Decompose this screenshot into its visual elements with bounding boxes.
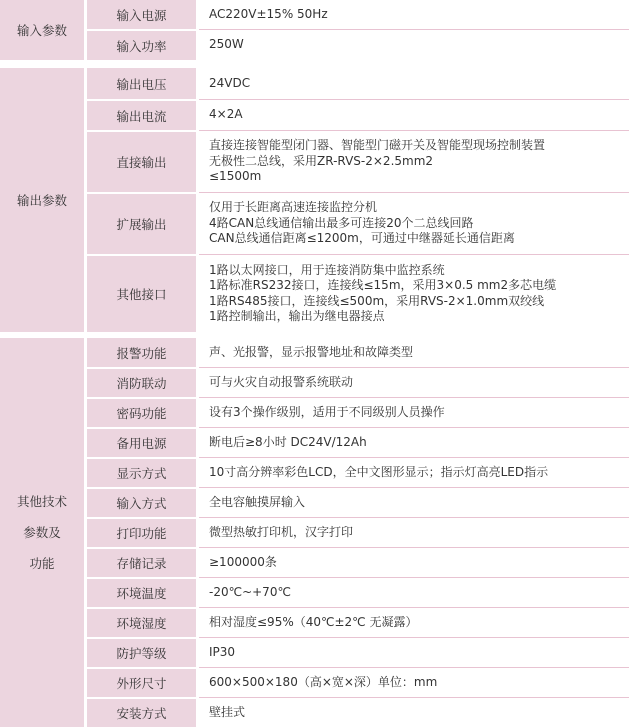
spec-label: 输出电压 — [87, 68, 196, 99]
spec-value-line: ≥100000条 — [209, 554, 277, 569]
spec-value-line: 声、光报警，显示报警地址和故障类型 — [209, 344, 414, 359]
spec-value — [199, 254, 629, 332]
spec-value — [199, 517, 629, 547]
spec-value — [199, 607, 629, 637]
spec-value — [199, 0, 629, 29]
spec-value-line: 1路标准RS232接口，连接线≤15m，采用3×0.5 mm2多芯电缆 — [209, 278, 557, 292]
spec-value — [199, 697, 629, 727]
spec-label: 密码功能 — [87, 397, 196, 427]
spec-value-line: 250W — [209, 37, 244, 52]
spec-label: 存储记录 — [87, 547, 196, 577]
spec-value-line: 4×2A — [209, 107, 243, 122]
category-cell: 其他技术 参数及 功能 — [0, 338, 84, 727]
spec-value-line: 10寸高分辨率彩色LCD，全中文图形显示；指示灯高亮LED指示 — [209, 464, 549, 479]
spec-value-line: 24VDC — [209, 75, 251, 90]
spec-label: 输入电源 — [87, 0, 196, 29]
spec-label: 打印功能 — [87, 517, 196, 547]
spec-label: 备用电源 — [87, 427, 196, 457]
spec-value — [199, 487, 629, 517]
spec-value — [199, 577, 629, 607]
spec-value-line: 1路以太网接口，用于连接消防集中监控系统 — [209, 262, 445, 277]
spec-label: 环境湿度 — [87, 607, 196, 637]
spec-value — [199, 68, 629, 99]
spec-value-line: 微型热敏打印机，汉字打印 — [209, 524, 354, 539]
spec-value — [199, 667, 629, 697]
spec-value-line: 设有3个操作级别，适用于不同级别人员操作 — [209, 404, 445, 419]
spec-value — [199, 547, 629, 577]
spec-value-line: 可与火灾自动报警系统联动 — [209, 374, 354, 389]
spec-value-line: 600×500×180（高×宽×深）单位：mm — [209, 674, 438, 689]
spec-value-line: 相对湿度≤95%（40℃±2℃ 无凝露） — [209, 614, 418, 629]
spec-label: 输出电流 — [87, 99, 196, 130]
category-cell: 输出参数 — [0, 68, 84, 332]
spec-value — [199, 397, 629, 427]
spec-value-line: 1路控制输出，输出为继电器接点 — [209, 309, 385, 323]
spec-label: 扩展输出 — [87, 192, 196, 254]
spec-value — [199, 130, 629, 192]
spec-value — [199, 427, 629, 457]
spec-value-line: 壁挂式 — [209, 704, 246, 719]
spec-value-line: ≤1500m — [209, 169, 262, 184]
spec-label: 安装方式 — [87, 697, 196, 727]
spec-value-line: CAN总线通信距离≤1200m，可通过中继器延长通信距离 — [209, 231, 515, 246]
category-cell: 输入参数 — [0, 0, 84, 60]
spec-value — [199, 29, 629, 60]
spec-label: 消防联动 — [87, 367, 196, 397]
spec-value-line: AC220V±15% 50Hz — [209, 6, 328, 21]
spec-value — [199, 367, 629, 397]
spec-value — [199, 338, 629, 367]
spec-label: 外形尺寸 — [87, 667, 196, 697]
spec-value-line: 1路RS485接口，连接线≤500m，采用RVS-2×1.0mm双绞线 — [209, 293, 545, 308]
spec-value — [199, 637, 629, 667]
spec-label: 其他接口 — [87, 254, 196, 332]
spec-value-line: 无极性二总线，采用ZR-RVS-2×2.5mm2 — [209, 153, 434, 168]
spec-label: 输入方式 — [87, 487, 196, 517]
spec-label: 环境温度 — [87, 577, 196, 607]
spec-label: 输入功率 — [87, 29, 196, 60]
spec-value-line: 全电容触摸屏输入 — [209, 494, 306, 509]
spec-value-line: IP30 — [209, 644, 236, 659]
spec-label: 防护等级 — [87, 637, 196, 667]
spec-label: 显示方式 — [87, 457, 196, 487]
spec-value — [199, 99, 629, 130]
spec-value-line: -20℃~+70℃ — [209, 584, 291, 599]
spec-value-line: 断电后≥8小时 DC24V/12Ah — [209, 434, 367, 449]
spec-value — [199, 457, 629, 487]
spec-value-line: 直接连接智能型闭门器、智能型门磁开关及智能型现场控制装置 — [209, 138, 546, 153]
spec-value-line: 仅用于长距离高速连接监控分机 — [209, 200, 378, 215]
spec-label: 直接输出 — [87, 130, 196, 192]
spec-value-line: 4路CAN总线通信输出最多可连接20个二总线回路 — [209, 215, 474, 230]
spec-label: 报警功能 — [87, 338, 196, 367]
spec-value — [199, 192, 629, 254]
